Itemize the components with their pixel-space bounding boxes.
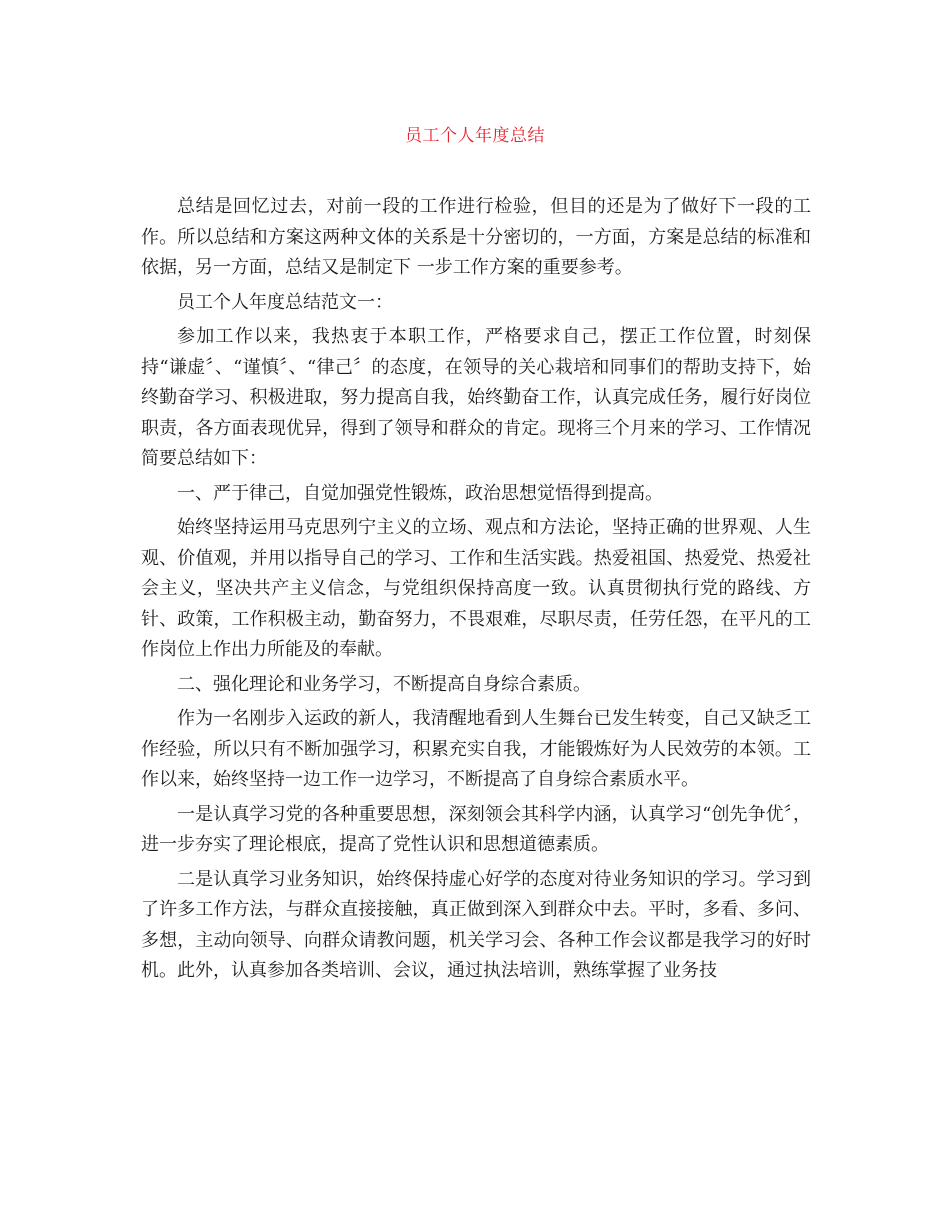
paragraph-overview: 参加工作以来，我热衷于本职工作，严格要求自己，摆正工作位置，时刻保持“谦虚〞、“谨慎〞、“律己〞的态度，在领导的关心栽培和同事们的帮助支持下，始终勤奋学习、积极进取，努力提高自我，始终勤奋工作，认真完成任务，履行好岗位职责，各方面表现优异，得到了领导和群众的肯定。现将三个月来的学习、工作情况简要总结如下： xyxy=(141,326,811,469)
paragraph-political: 始终坚持运用马克思列宁主义的立场、观点和方法论，坚持正确的世界观、人生观、价值观，并用以指导自己的学习、工作和生活实践。热爱祖国、热爱党、热爱社会主义，坚决共产主义信念，与党组织保持高度一致。认真贯彻执行党的路线、方针、政策，工作积极主动，勤奋努力，不畏艰难，尽职尽责，任劳任怨，在平凡的工作岗位上作出力所能及的奉献。 xyxy=(141,517,811,660)
paragraph-study: 作为一名刚步入运政的新人，我清醒地看到人生舞台已发生转变，自己又缺乏工作经验，所以只有不断加强学习，积累充实自我，才能锻炼好为人民效劳的本领。工作以来，始终坚持一边工作一边学习，不断提高了自身综合素质水平。 xyxy=(141,708,811,790)
document-title: 员工个人年度总结 xyxy=(405,126,545,146)
paragraph-business: 二是认真学习业务知识，始终保持虚心好学的态度对待业务知识的学习。学习到了许多工作方法，与群众直接接触，真正做到深入到群众中去。平时，多看、多问、多想，主动向领导、向群众请教问题，机关学习会、各种工作会议都是我学习的好时机。此外，认真参加各类培训、会议，通过执法培训，熟练掌握了业务技 xyxy=(141,868,811,981)
document-body xyxy=(141,192,811,991)
section-heading-1: 一、严于律己，自觉加强党性锻炼，政治思想觉悟得到提高。 xyxy=(177,482,663,504)
section-heading-2: 二、强化理论和业务学习，不断提高自身综合素质。 xyxy=(177,673,591,695)
paragraph-intro: 总结是回忆过去，对前一段的工作进行检验，但目的还是为了做好下一段的工作。所以总结和方案这两种文体的关系是十分密切的，一方面，方案是总结的标准和依据，另一方面，总结又是制定下 一步工作方案的重要参考。 xyxy=(141,196,811,278)
paragraph-theory: 一是认真学习党的各种重要思想，深刻领会其科学内涵，认真学习“创先争优〞，进一步夯实了理论根底，提高了党性认识和思想道德素质。 xyxy=(141,803,811,855)
paragraph-sample-heading: 员工个人年度总结范文一： xyxy=(177,291,393,313)
